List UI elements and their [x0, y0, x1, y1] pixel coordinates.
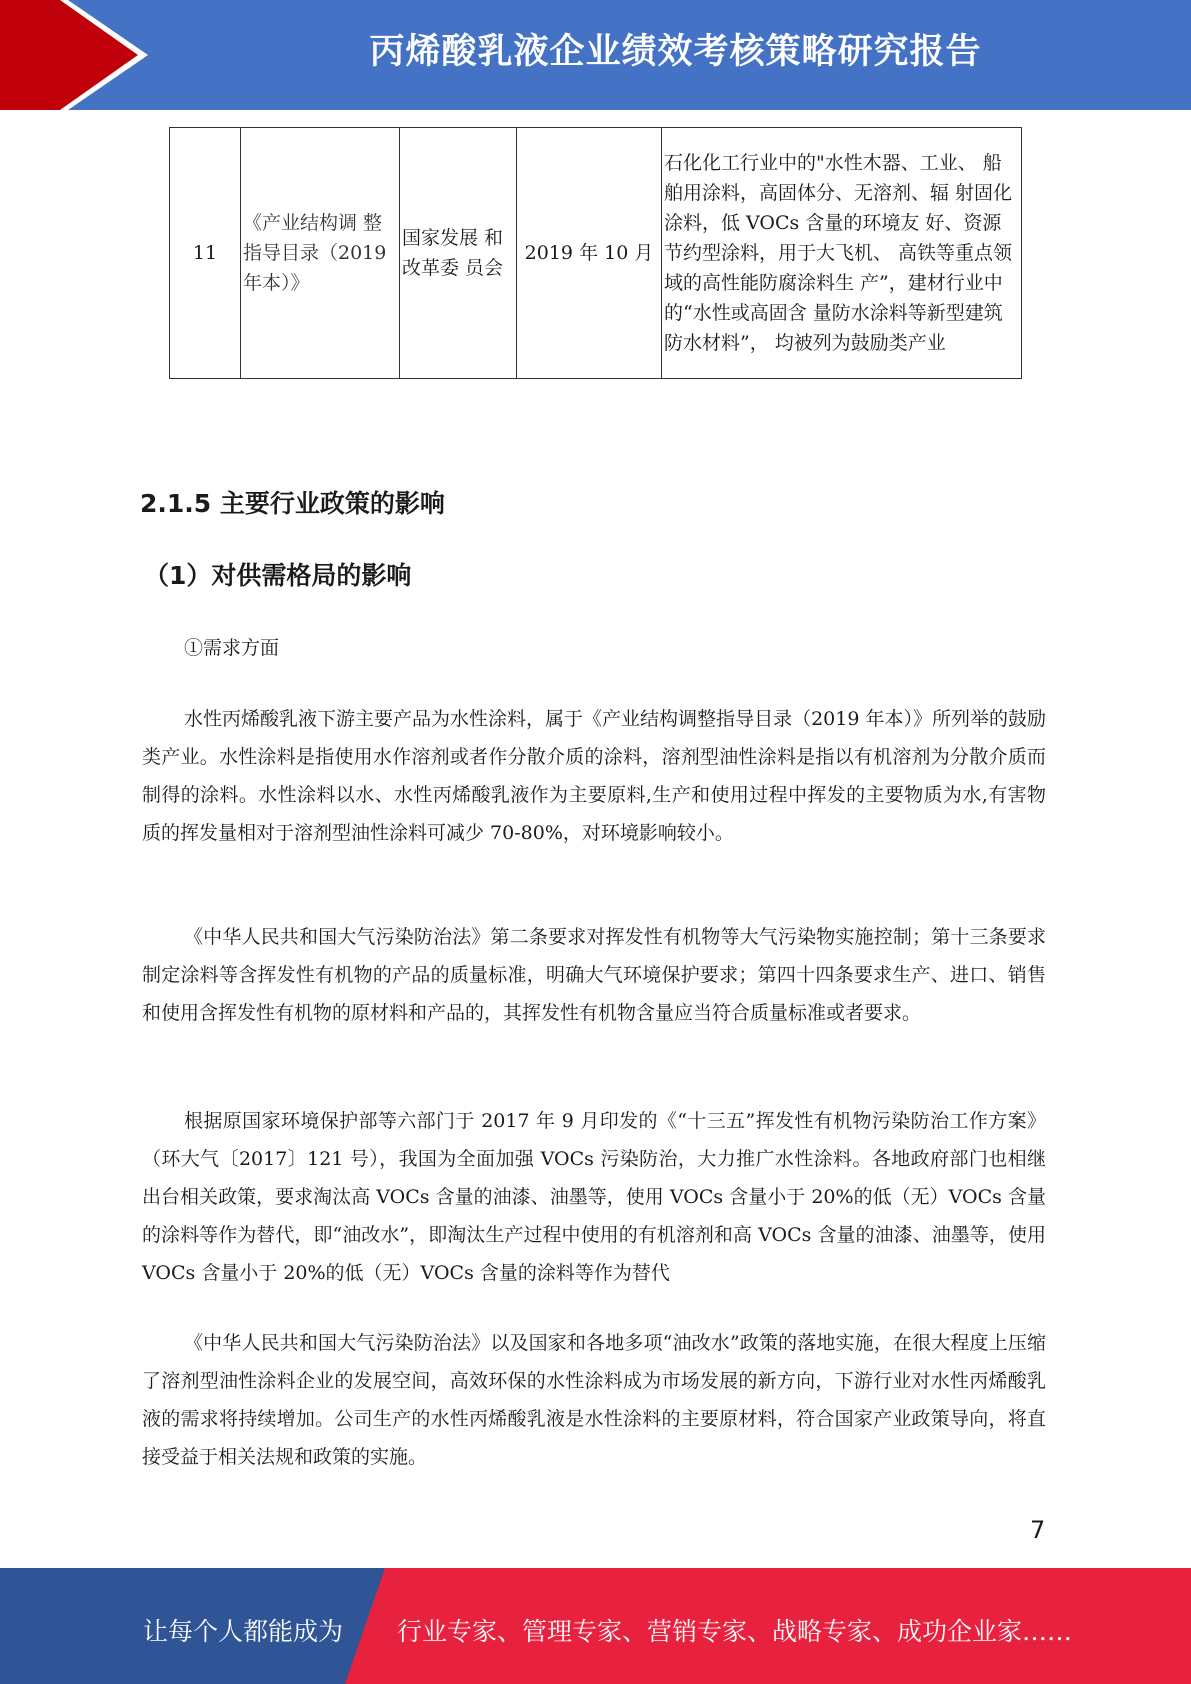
cell-date: 2019 年 10 月	[517, 128, 662, 379]
cell-content: 石化化工行业中的"水性木器、工业、 船舶用涂料，高固体分、无溶剂、辐 射固化涂料，低 VOCs 含量的环境友 好、资源节约型涂料，用于大飞机、 高铁等重点领域的高性能防腐涂料生 产”，建材行业中的“水性或高固含 量防水涂料等新型建筑防水材料”， 均被列为鼓励类产业	[662, 128, 1022, 379]
paragraph-4: 《中华人民共和国大气污染防治法》以及国家和各地多项“油改水”政策的落地实施，在很大程度上压缩了溶剂型油性涂料企业的发展空间，高效环保的水性涂料成为市场发展的新方向，下游行业对水性丙烯酸乳液的需求将持续增加。公司生产的水性丙烯酸乳液是水性涂料的主要原材料，符合国家产业政策导向，将直接受益于相关法规和政策的实施。	[142, 1332, 1046, 1468]
chevron-arrow-icon	[0, 0, 160, 110]
page-header	[0, 0, 1191, 110]
cell-policy-name: 《产业结构调 整指导目录（2019 年本）》	[241, 128, 400, 379]
report-title: 丙烯酸乳液企业绩效考核策略研究报告	[369, 32, 982, 72]
paragraph-2: 《中华人民共和国大气污染防治法》第二条要求对挥发性有机物等大气污染物实施控制；第十三条要求制定涂料等含挥发性有机物的产品的质量标准，明确大气环境保护要求；第四十四条要求生产、进口、销售和使用含挥发性有机物的原材料和产品的，其挥发性有机物含量应当符合质量标准或者要求。	[142, 926, 1046, 1024]
paragraph-1: 水性丙烯酸乳液下游主要产品为水性涂料，属于《产业结构调整指导目录（2019 年本）》所列举的鼓励类产业。水性涂料是指使用水作溶剂或者作分散介质的涂料，溶剂型油性涂料是指以有机溶剂为分散介质而制得的涂料。水性涂料以水、水性丙烯酸乳液作为主要原料,生产和使用过程中挥发的主要物质为水,有害物质的挥发量相对于溶剂型油性涂料可减少 70-80%，对环境影响较小。	[142, 708, 1046, 844]
policy-table	[169, 127, 1022, 379]
item-heading: ①需求方面	[184, 637, 280, 659]
page-number: 7	[1030, 1516, 1046, 1544]
page-footer	[0, 1568, 1191, 1684]
subsection-heading: （1）对供需格局的影响	[144, 561, 412, 590]
footer-slogan-left: 让每个人都能成为	[143, 1617, 344, 1646]
footer-slogan-right: 行业专家、管理专家、营销专家、战略专家、成功企业家……	[397, 1617, 1073, 1646]
table-row	[170, 128, 1022, 379]
paragraph-3: 根据原国家环境保护部等六部门于 2017 年 9 月印发的《“十三五”挥发性有机物污染防治工作方案》（环大气〔2017〕121 号），我国为全面加强 VOCs 污染防治，大力推广水性涂料。各地政府部门也相继出台相关政策，要求淘汰高 VOCs 含量的油漆、油墨等，使用 VOCs 含量小于 20%的低（无）VOCs 含量的涂料等作为替代，即“油改水”，即淘汰生产过程中使用的有机溶剂和高 VOCs 含量的油漆、油墨等，使用 VOCs 含量小于 20%的低（无）VOCs 含量的涂料等作为替代	[142, 1110, 1046, 1284]
cell-issuing-org: 国家发展 和改革委 员会	[400, 128, 517, 379]
cell-number: 11	[170, 128, 241, 379]
section-heading: 2.1.5 主要行业政策的影响	[140, 489, 445, 518]
